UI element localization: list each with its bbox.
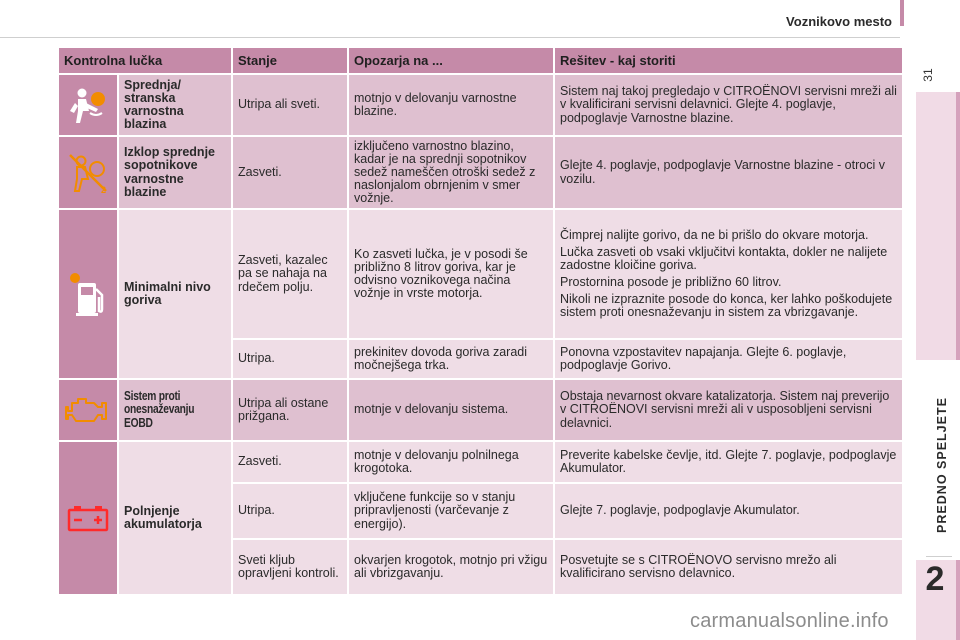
chapter-number: 2 [925, 560, 945, 598]
header-divider [0, 37, 900, 38]
table-row [58, 379, 903, 441]
lamp-solution [554, 441, 903, 483]
chapter-separator [926, 556, 952, 557]
icon-cell [58, 136, 118, 209]
chapter-label-text: PREDNO SPELJETE [935, 397, 949, 533]
airbag-warning-icon [64, 83, 112, 127]
lamp-state: Sveti kljub opravljeni kontroli. [232, 539, 348, 595]
solution-text: Nikoli ne izpraznite posode do konca, ker lahko poškodujete sistem proti onesnaževanju in sistem za vbrizgavanje. [560, 292, 893, 320]
table-row [58, 209, 903, 339]
table-header-row [58, 47, 903, 74]
lamp-state: Zasveti. [232, 441, 348, 483]
column-header-state: Stanje [232, 47, 348, 74]
lamp-solution [554, 136, 903, 209]
lamp-state: Zasveti. [232, 136, 348, 209]
lamp-solution [554, 74, 903, 136]
page-number: 31 [921, 68, 935, 82]
lamp-solution [554, 483, 903, 539]
lamp-solution [554, 379, 903, 441]
fuel-pump-icon [64, 269, 112, 319]
solution-text: Posvetujte se s CITROËNOVO servisno mrežo ali kvalificirano servisno delavnico. [560, 552, 837, 580]
lamp-name: Minimalni nivo goriva [118, 209, 232, 379]
solution-text: Glejte 4. poglavje, podpoglavje Varnostne blazine - otroci v vozilu. [560, 158, 885, 186]
icon-cell [58, 209, 118, 379]
icon-cell [58, 441, 118, 595]
lamp-name [118, 379, 232, 441]
lamp-warning: okvarjen krogotok, motnjo pri vžigu ali vbrizgavanju. [348, 539, 554, 595]
lamp-name: Polnjenje akumulatorja [118, 441, 232, 595]
solution-text: Lučka zasveti ob vsaki vključitvi kontakta, dokler ne nalijete zadostne kloičine goriva. [560, 244, 888, 272]
chapter-label [932, 380, 952, 550]
lamp-state: Utripa. [232, 339, 348, 379]
lamp-name: Izklop sprednje sopotnikove varnostne blazine [118, 136, 232, 209]
column-header-lamp: Kontrolna lučka [58, 47, 232, 74]
lamp-warning: prekinitev dovoda goriva zaradi močnejšega trka. [348, 339, 554, 379]
lamp-state: Zasveti, kazalec pa se nahaja na rdečem polju. [232, 209, 348, 339]
solution-text: Čimprej nalijte gorivo, da ne bi prišlo do okvare motorja. [560, 227, 869, 242]
lamp-state: Utripa ali sveti. [232, 74, 348, 136]
lamp-warning: motnjo v delovanju varnostne blazine. [348, 74, 554, 136]
lamp-warning: izključeno varnostno blazino, kadar je na sprednji sopotnikov sedež nameščen otroški sedež z naslonjalom obrnjenim v smer vožnje. [348, 136, 554, 209]
svg-text:2: 2 [101, 184, 107, 195]
solution-text: Sistem naj takoj pregledajo v CITROËNOVI servisni mreži ali v kvalificirani servisni delavnici. Glejte 4. poglavje, podpoglavje Varnostne blazine. [560, 84, 897, 125]
lamp-state: Utripa. [232, 483, 348, 539]
lamp-name: Sprednja/ stranska varnostna blazina [118, 74, 232, 136]
lamp-warning: vključene funkcije so v stanju pripravljenosti (varčevanje z energijo). [348, 483, 554, 539]
passenger-airbag-off-icon [64, 151, 112, 195]
lamp-solution [554, 339, 903, 379]
lamp-name-text: Sistem proti onesnaževanju EOBD [124, 389, 195, 430]
solution-text: Ponovna vzpostavitev napajanja. Glejte 6. poglavje, podpoglavje Gorivo. [560, 344, 847, 372]
battery-icon [64, 503, 112, 533]
lamp-solution [554, 539, 903, 595]
lamp-state: Utripa ali ostane prižgana. [232, 379, 348, 441]
icon-cell [58, 379, 118, 441]
engine-check-icon [64, 393, 112, 427]
solution-text: Obstaja nevarnost okvare katalizatorja. Sistem naj preverijo v CITROËNOVI servisni mreži ali v usposobljeni servisni delavnici. [560, 389, 890, 430]
icon-cell [58, 74, 118, 136]
warning-lamps-table [57, 46, 904, 596]
column-header-warning: Opozarja na ... [348, 47, 554, 74]
lamp-solution [554, 209, 903, 339]
page-header-title: Voznikovo mesto [786, 14, 892, 29]
solution-text: Prostornina posode je približno 60 litrov. [560, 275, 782, 289]
lamp-warning: Ko zasveti lučka, je v posodi še približno 8 litrov goriva, kar je odvisno voznikovega načina vožnje in vrste motorja. [348, 209, 554, 339]
column-header-solution: Rešitev - kaj storiti [554, 47, 903, 74]
table-row [58, 74, 903, 136]
lamp-warning: motnje v delovanju polnilnega krogotoka. [348, 441, 554, 483]
table-row [58, 136, 903, 209]
watermark-text: carmanualsonline.info [690, 610, 889, 632]
solution-text: Preverite kabelske čevlje, itd. Glejte 7. poglavje, podpoglavje Akumulator. [560, 447, 897, 475]
header-tab-marker [900, 0, 904, 26]
table-row [58, 441, 903, 483]
lamp-warning: motnje v delovanju sistema. [348, 379, 554, 441]
solution-text: Glejte 7. poglavje, podpoglavje Akumulator. [560, 503, 800, 518]
